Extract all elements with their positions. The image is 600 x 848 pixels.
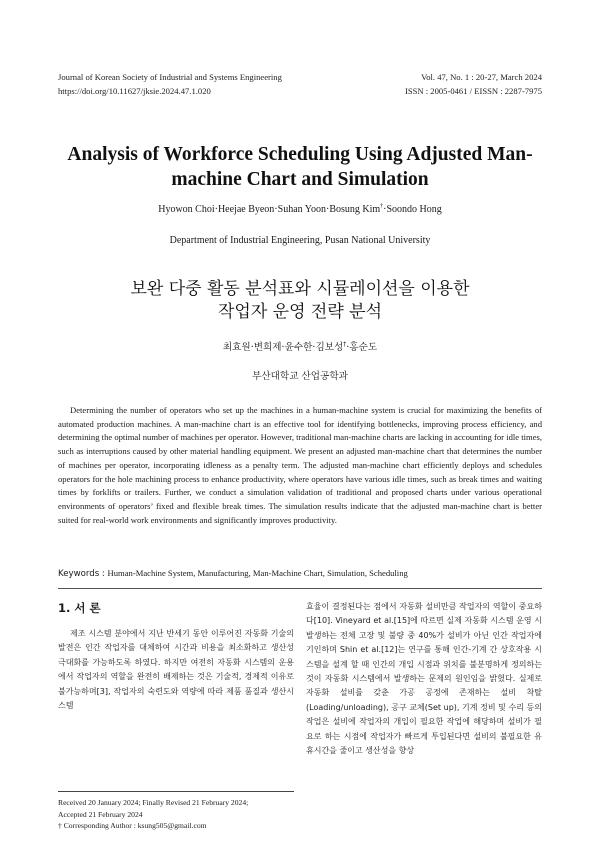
corresponding-author[interactable]: Corresponding Author : ksung505@gmail.com: [61, 821, 207, 830]
title-ko-line-1: 보완 다중 활동 분석표와 시뮬레이션을 이용한: [130, 279, 470, 299]
paper-title-en: Analysis of Workforce Scheduling Using Adjusted Man-machine Chart and Simulation: [67, 144, 533, 190]
affiliation-ko: 부산대학교 산업공학과: [252, 371, 348, 382]
authors-en: [40, 203, 560, 217]
footnote-corresponding: [58, 820, 294, 832]
doi-link[interactable]: https://doi.org/10.11627/jksie.2024.47.1.020: [58, 86, 211, 96]
volume-header: [405, 70, 542, 98]
section-divider: [58, 588, 542, 589]
keywords-label: Keywords :: [58, 569, 108, 579]
affiliation-en: Department of Industrial Engineering, Pusan National University: [169, 235, 431, 246]
footnote-received: Received 20 January 2024; Finally Revised 21 February 2024;: [58, 798, 249, 807]
introduction-left-column: 제조 시스템 분야에서 지난 반세기 동안 이루어진 자동화 기술의 발전은 인간 작업자를 대체하여 시간과 비용을 최소화하고 생산성 극대화를 가능하도록 하였다. 하지만 여전히 자동화 시스템의 운용에서 작업자의 역할을 완전히 배제하는 것은 기술적, 경제적 이유로 불가능하며[3], 작업자의 숙련도와 역량에 따라 제품 품질과 생산시스템: [58, 629, 294, 711]
authors-en-names: Hyowon Choi·Heejae Byeon·Suhan Yoon·Bosung Kim: [158, 204, 381, 215]
corresponding-mark: †: [380, 203, 384, 210]
abstract: Determining the number of operators who set up the machines in a human-machine system is crucial for maximizing the benefits of automated production machines. A man-machine chart is an effective tool for identifying bottlenecks, improving process efficiency, and determining the optimal number of machines per operator. However, traditional man-machine charts are lacking in accounting for idle times, such as interruptions caused by other material handling equipment. We present an adjusted man-machine chart that determines the number of machines per operator, incorporating idleness as a penalty term. The adjusted man-machine chart efficiently deploys and schedules operators for the hole machining process to enhance productivity, where operators have various idle times, such as break times and waiting times by forklifts or trailers. Further, we conduct a simulation validation of traditional and proposed charts under various operational environments of operators’ fixed and flexible break times. The simulation results indicate that the adjusted man-machine chart is better suited for real-world work environments and significantly improves productivity.: [58, 405, 542, 525]
issn-info: ISSN : 2005-0461 / EISSN : 2287-7975: [404, 86, 542, 96]
volume-info: Vol. 47, No. 1 : 20-27, March 2024: [421, 72, 542, 82]
section-heading-introduction: 1. 서 론: [58, 601, 101, 615]
journal-header: [58, 70, 282, 98]
corresponding-mark-ko: †: [343, 340, 347, 348]
keywords: [58, 567, 542, 581]
footnote-accepted: Accepted 21 February 2024: [58, 809, 143, 819]
introduction-right-column: 효율이 결정된다는 점에서 자동화 설비만큼 작업자의 역할이 중요하다[10]. Vineyard et al.[15]에 따르면 실제 자동화 시스템 운영 시 발생하는 전체 고장 및 불량 중 40%가 설비가 아닌 인간 작업자에 기인하며 Shin et al.[12]는 연구를 통해 인간-기계 간 상호작용 시스템을 설계 할 때 인간의 개입 시점과 위치를 불분명하게 정의하는 것이 자동화 시스템에서 발생하는 문제의 원인임을 밝혔다. 실제로 자동화 설비를 갖춘 가공 공정에 존재하는 설비 착탈(Loading/unloading), 공구 교체(Set up), 기계 정비 및 수리 등의 작업은 설비에 작업자의 개입이 필요한 작업에 해당하며 설비가 필요로 하는 시점에 작업자가 빠르게 투입된다면 설비의 불필요한 유휴시간을 줄이고 생산성을 향상: [306, 602, 542, 756]
authors-ko: [40, 341, 560, 355]
footnotes: [58, 797, 294, 832]
keywords-list: Human-Machine System, Manufacturing, Man-Machine Chart, Simulation, Scheduling: [107, 568, 408, 578]
footnote-rule: [58, 791, 294, 792]
authors-en-last: ·Soondo Hong: [383, 204, 442, 215]
authors-ko-names: 최효원·변희제·윤수한·김보성: [222, 342, 344, 353]
title-ko-line-2: 작업자 운영 전략 분석: [217, 302, 382, 322]
journal-name: Journal of Korean Society of Industrial and Systems Engineering: [58, 72, 282, 82]
footnote-mark: †: [58, 821, 62, 830]
paper-title-ko: [40, 278, 560, 324]
authors-ko-last: ·홍순도: [346, 342, 378, 353]
